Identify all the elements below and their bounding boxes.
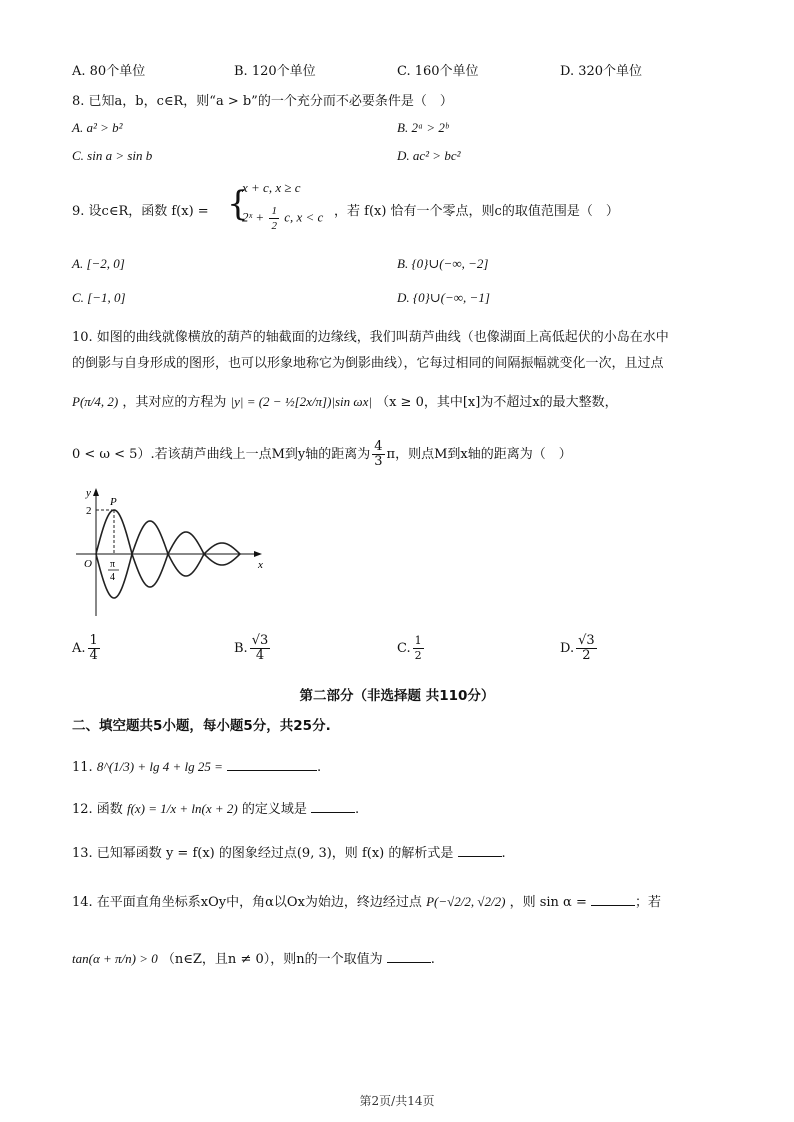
q10-line4 [72, 440, 572, 469]
q10-line3-mid: ，其对应的方程为 [122, 395, 227, 410]
q10-line2: 的倒影与自身形成的图形，也可以形象地称它为倒影曲线），它每过相同的间隔振幅就变化一次，且过点 [72, 356, 664, 371]
origin-label: O [84, 558, 92, 570]
q10-option-c-den: 2 [414, 649, 422, 662]
q8-option-c: C. sin a > sin b [72, 148, 153, 163]
q12 [72, 798, 359, 817]
q10-option-b-num: √3 [251, 633, 269, 648]
q13-answer-blank[interactable] [458, 844, 502, 857]
q7-option-c: C. 160个单位 [397, 64, 479, 79]
q7-options [0, 60, 794, 84]
q10-option-a-frac [88, 634, 100, 663]
q14-line2 [72, 948, 435, 967]
q12-answer-blank[interactable] [311, 800, 355, 813]
q11-label: 11. [72, 760, 93, 775]
q11-expr: 8^(1/3) + lg 4 + lg 25 = [96, 759, 223, 774]
q13 [72, 842, 506, 861]
q10-option-d-num: √3 [578, 633, 595, 648]
q8-options-row2 [0, 148, 794, 172]
q10-option-b [234, 634, 272, 663]
q9-case2-frac [269, 204, 279, 233]
y-axis-label: y [86, 487, 91, 499]
q14-line1-b: ，则 sin α = [509, 895, 587, 910]
q14-inequality: tan(α + π/n) > 0 [72, 951, 158, 966]
q10-option-d-frac [576, 634, 597, 663]
q8-stem: 8. 已知a，b，c∈R，则“a > b”的一个充分而不必要条件是（ ） [72, 94, 453, 109]
y-axis-arrow-icon [93, 488, 99, 496]
q14-line1 [72, 891, 661, 910]
q9-case2-pre: 2ˣ + [242, 209, 265, 225]
q9-case2-den: 2 [271, 220, 277, 232]
q10-line3 [72, 391, 618, 410]
tick-pi-num: π [110, 559, 116, 570]
q10-option-d [560, 634, 599, 663]
x-axis-label: x [258, 559, 263, 571]
q11 [72, 758, 321, 775]
q14-end: . [430, 952, 435, 967]
q11-answer-blank[interactable] [227, 758, 317, 771]
q10-option-b-label: B. [234, 641, 248, 656]
q10-option-a [72, 634, 102, 663]
q14-n-blank[interactable] [387, 950, 431, 963]
q9-options-row2 [0, 290, 794, 314]
q9-brace: { [227, 184, 249, 224]
q12-label: 12. 函数 [72, 802, 123, 817]
q10-option-b-den: 4 [255, 648, 265, 663]
q10-option-c [397, 634, 426, 663]
q14-line1-a: 14. 在平面直角坐标系xOy中，角α以Ox为始边，终边经过点 [72, 895, 422, 910]
q9-option-d: D. {0}∪(−∞, −1] [397, 290, 490, 305]
x-axis-arrow-icon [254, 551, 262, 557]
q9-options-row1 [0, 256, 794, 280]
q10-option-a-den: 4 [89, 648, 98, 663]
q8-option-d: D. ac² > bc² [397, 148, 461, 163]
q10-line3-tail: （x ≥ 0，其中[x]为不超过x的最大整数， [376, 395, 618, 410]
q7-option-a: A. 80个单位 [72, 64, 146, 79]
q8-options-row1 [0, 120, 794, 144]
q10-line4-a: 0 < ω < 5）.若该葫芦曲线上一点M到y轴的距离为 [72, 447, 371, 462]
q13-end: . [501, 846, 506, 861]
q10-line4-b: ，则点M到x轴的距离为（ ） [395, 447, 572, 462]
tick-2-label: 2 [86, 505, 92, 517]
section2-title: 二、填空题共5小题，每小题5分，共25分. [72, 718, 331, 734]
q10-options [0, 634, 794, 674]
q9-tail: ，若 f(x) 恰有一个零点，则c的取值范围是（ ） [334, 204, 619, 219]
q10-equation: |y| = (2 − ½[2x/π])|sin ωx| [230, 394, 372, 409]
q12-tail: 的定义域是 [241, 802, 307, 817]
q9-case1: x + c, x ≥ c [242, 180, 301, 195]
q10-option-d-label: D. [560, 641, 575, 656]
q8-option-a: A. a² > b² [72, 120, 123, 135]
q10-option-d-den: 2 [582, 648, 591, 663]
q10-option-c-label: C. [397, 641, 411, 656]
q10-gourd-graph [72, 484, 272, 620]
q10-option-a-num: 1 [89, 633, 98, 648]
point-p-label: P [110, 496, 117, 508]
q9-case2-num: 1 [271, 205, 277, 217]
q14-point: P(−√2/2, √2/2) [426, 894, 506, 909]
q10-point: P(π/4, 2) [72, 394, 119, 409]
q10-line4-pi: π [386, 447, 396, 462]
q10-option-c-frac [413, 634, 424, 663]
q12-expr: f(x) = 1/x + ln(x + 2) [126, 801, 238, 816]
q10-line1: 10. 如图的曲线就像横放的葫芦的轴截面的边缘线，我们叫葫芦曲线（也像湖面上高低起伏的小岛在水中 [72, 330, 669, 345]
q8-option-b: B. 2ᵃ > 2ᵇ [397, 120, 449, 135]
q9-option-a: A. [−2, 0] [72, 256, 125, 271]
q9-option-c: C. [−1, 0] [72, 290, 126, 305]
q14-line1-c: ；若 [635, 895, 662, 910]
q9-lead: 9. 设c∈R，函数 f(x) = [72, 204, 209, 219]
q11-end: . [317, 760, 322, 775]
q10-line4-frac-num: 4 [374, 439, 383, 454]
gourd-curve-lower [96, 554, 240, 598]
q10-option-b-frac [250, 634, 271, 663]
q7-option-b: B. 120个单位 [234, 64, 316, 79]
q10-line4-frac [372, 440, 384, 469]
q14-line2-b: （n∈Z，且n ≠ 0），则n的一个取值为 [161, 952, 383, 967]
part2-title: 第二部分（非选择题 共110分） [299, 688, 495, 704]
page-footer: 第2页/共14页 [359, 1094, 435, 1108]
q7-option-d: D. 320个单位 [560, 64, 643, 79]
q9-option-b: B. {0}∪(−∞, −2] [397, 256, 489, 271]
q10-option-c-num: 1 [414, 634, 422, 647]
tick-4-den: 4 [110, 572, 115, 583]
q10-option-a-label: A. [72, 641, 86, 656]
q10-line4-frac-den: 3 [374, 454, 383, 469]
q13-text: 13. 已知幂函数 y = f(x) 的图象经过点(9, 3)，则 f(x) 的解析式是 [72, 846, 454, 861]
q9-case2 [242, 204, 323, 233]
q9-case2-post: c, x < c [284, 209, 324, 225]
gourd-curve-upper [96, 510, 240, 554]
q14-sin-blank[interactable] [591, 893, 635, 906]
q12-end: . [355, 802, 360, 817]
